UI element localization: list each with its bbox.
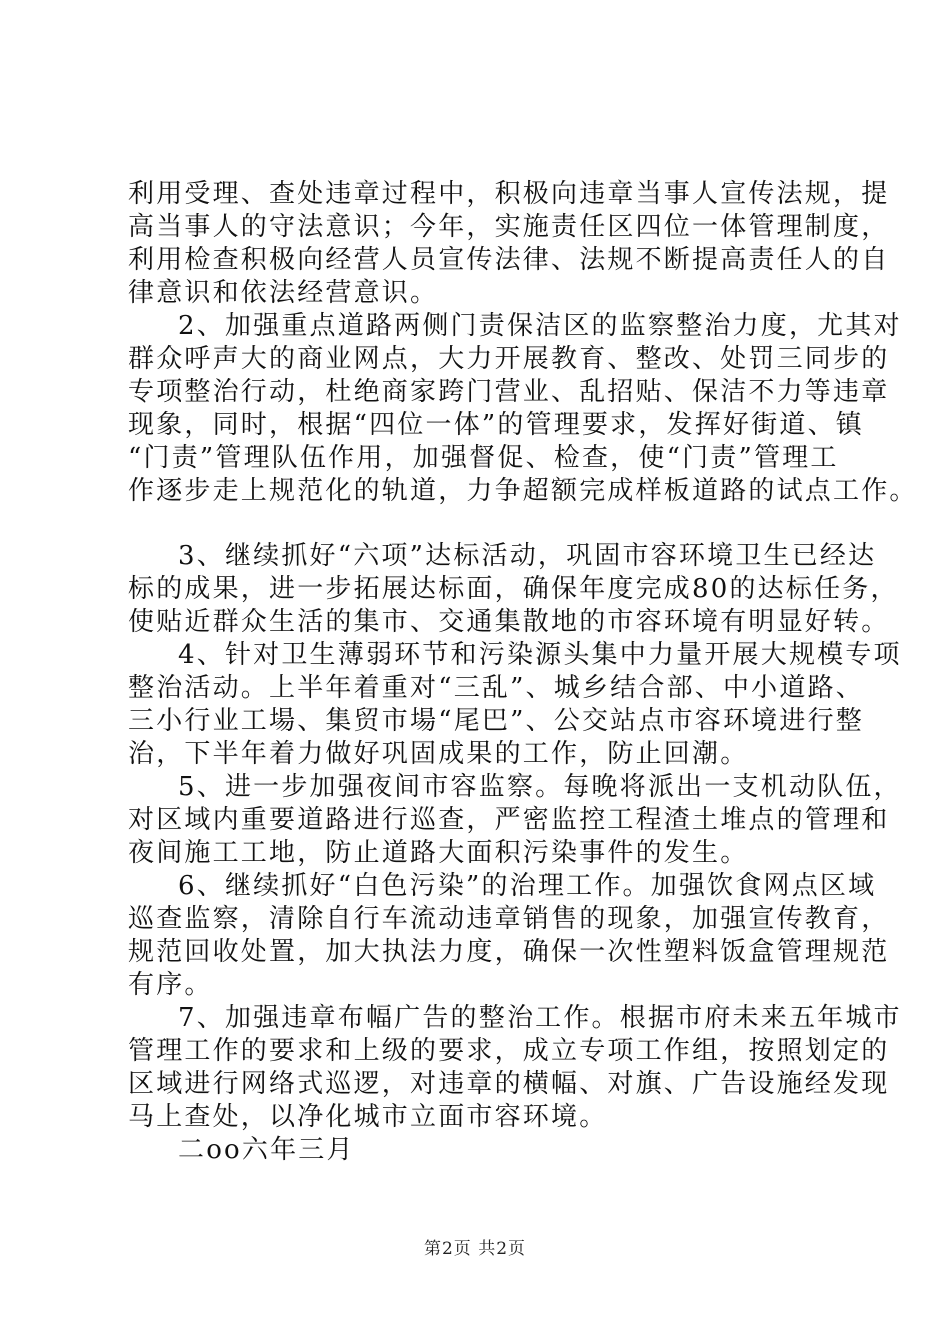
text-line: 马上查处，以净化城市立面市容环境。: [128, 1102, 608, 1132]
text-line: 群众呼声大的商业网点，大力开展教育、整改、处罚三同步的: [128, 344, 890, 374]
text-line: 三小行业工場、集贸市場“尾巴”、公交站点市容环境进行整: [128, 706, 864, 736]
paragraph-start-5: 5、进一步加强夜间市容监察。每晚将派出一支机动队伍，: [178, 772, 902, 802]
text-line: 整治活动。上半年着重对“三乱”、城乡结合部、中小道路、: [128, 673, 864, 703]
text-line: 标的成果，进一步拓展达标面，确保年度完成80的达标任务，: [128, 574, 899, 604]
paragraph-start-2: 2、加强重点道路两侧门责保洁区的监察整治力度，尤其对: [178, 311, 902, 341]
text-line: 对区域内重要道路进行巡查，严密监控工程渣土堆点的管理和: [128, 805, 890, 835]
text-line: 有序。: [128, 970, 213, 1000]
text-line: 使贴近群众生活的集市、交通集散地的市容环境有明显好转。: [128, 607, 890, 637]
text-line: 治，下半年着力做好巩固成果的工作，防止回潮。: [128, 739, 749, 769]
paragraph-start-4: 4、针对卫生薄弱环节和污染源头集中力量开展大规模专项: [178, 640, 902, 670]
text-line: 作逐步走上规范化的轨道，力争超额完成样板道路的试点工作。: [128, 476, 918, 506]
paragraph-start-7: 7、加强违章布幅广告的整治工作。根据市府未来五年城市: [178, 1003, 902, 1033]
text-line: 专项整治行动，杜绝商家跨门营业、乱招贴、保洁不力等违章: [128, 377, 890, 407]
text-line: 利用检查积极向经营人员宣传法律、法规不断提高责任人的自: [128, 245, 890, 275]
text-line: 规范回收处置，加大执法力度，确保一次性塑料饭盒管理规范: [128, 937, 890, 967]
text-line: 夜间施工工地，防止道路大面积污染事件的发生。: [128, 838, 749, 868]
text-line: 管理工作的要求和上级的要求，成立专项工作组，按照划定的: [128, 1036, 890, 1066]
text-line: 区域进行网络式巡逻，对违章的横幅、对旗、广告设施经发现: [128, 1069, 890, 1099]
text-line: 律意识和依法经营意识。: [128, 278, 439, 308]
text-line: 巡查监察，清除自行车流动违章销售的现象，加强宣传教育，: [128, 904, 890, 934]
text-line: 现象，同时，根据“四位一体”的管理要求，发挥好街道、镇: [128, 410, 864, 440]
paragraph-start-6: 6、继续抓好“白色污染”的治理工作。加强饮食网点区域: [178, 871, 877, 901]
page-number-footer: 第2页 共2页: [423, 1239, 527, 1259]
text-line: “门责”管理队伍作用，加强督促、检查，使“门责”管理工: [128, 443, 839, 473]
paragraph-start-3: 3、继续抓好“六项”达标活动，巩固市容环境卫生已经达: [178, 541, 877, 571]
text-line: 利用受理、查处违章过程中，积极向违章当事人宣传法规，提: [128, 179, 890, 209]
text-line: 高当事人的守法意识；今年，实施责任区四位一体管理制度，: [128, 212, 890, 242]
document-date: 二oo六年三月: [178, 1135, 355, 1165]
